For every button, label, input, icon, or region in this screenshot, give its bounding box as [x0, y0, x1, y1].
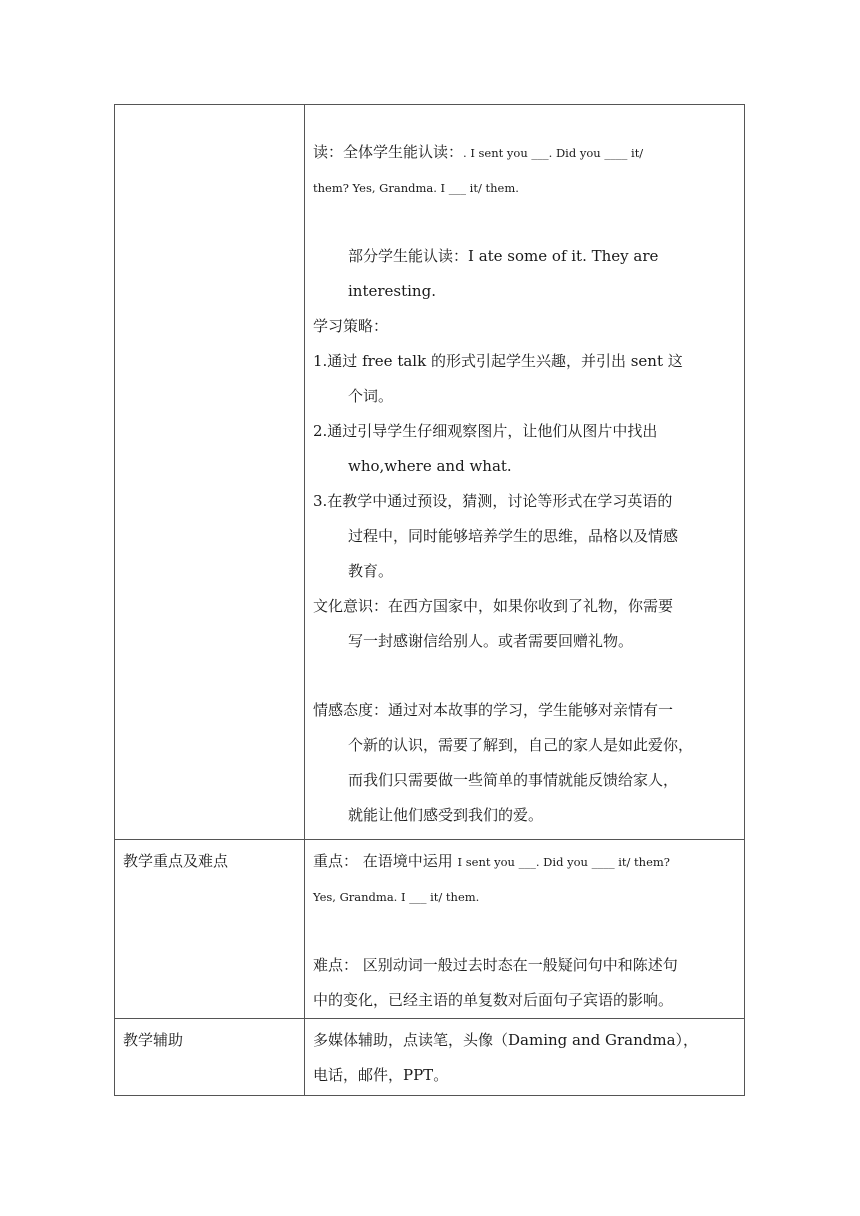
text-line	[313, 798, 738, 833]
row1-content	[305, 105, 744, 839]
line-text: 个新的认识，需要了解到，自己的家人是如此爱你，	[348, 736, 694, 754]
row-content-cell	[305, 105, 745, 840]
text-line	[313, 205, 738, 239]
text-line	[313, 379, 738, 414]
text-line	[313, 274, 738, 309]
line-english-text: them? Yes, Grandma. I ___ it/ them.	[313, 181, 519, 195]
text-line	[313, 589, 738, 624]
text-line	[313, 624, 738, 659]
line-text: 个词。	[348, 387, 394, 405]
line-text: 难点： 区别动词一般过去时态在一般疑问句中和陈述句	[313, 956, 678, 974]
line-text: 文化意识：在西方国家中，如果你收到了礼物，你需要	[313, 597, 674, 615]
text-line	[313, 914, 738, 948]
text-line	[313, 309, 738, 344]
line-text: 写一封感谢信给别人。或者需要回赠礼物。	[348, 632, 634, 650]
text-line	[313, 449, 738, 484]
row-label-cell	[115, 1019, 305, 1096]
line-text: 1.通过 free talk 的形式引起学生兴趣，并引出 sent 这	[313, 352, 683, 370]
row-label-teaching-aids: 教学辅助	[123, 1031, 184, 1049]
line-text: 学习策略：	[313, 317, 389, 335]
text-line	[313, 693, 738, 728]
table-row	[115, 105, 745, 840]
row3-content	[305, 1019, 744, 1095]
line-text: 而我们只需要做一些简单的事情就能反馈给家人，	[348, 771, 679, 789]
text-line	[313, 519, 738, 554]
line-text: 中的变化，已经主语的单复数对后面句子宾语的影响。	[313, 991, 674, 1009]
text-line	[313, 1023, 738, 1058]
line-text: 过程中，同时能够培养学生的思维，品格以及情感	[348, 527, 679, 545]
text-line	[313, 239, 738, 274]
text-line	[313, 948, 738, 983]
row-label-key-points: 教学重点及难点	[123, 852, 229, 870]
line-text: who,where and what.	[348, 457, 512, 475]
line-english-text: . I sent you ___. Did you ____ it/	[463, 146, 644, 160]
row-label-cell	[115, 105, 305, 840]
line-text: 就能让他们感受到我们的爱。	[348, 806, 544, 824]
line-text: 教育。	[348, 562, 394, 580]
row-label	[115, 105, 304, 109]
text-line	[313, 763, 738, 798]
table-row	[115, 840, 745, 1019]
text-line	[313, 344, 738, 379]
row-label-cell	[115, 840, 305, 1019]
text-line	[313, 879, 738, 914]
line-english-text: I sent you ___. Did you ____ it/ them?	[457, 855, 670, 869]
text-line	[313, 135, 738, 170]
row-content-cell	[305, 1019, 745, 1096]
table-row	[115, 1019, 745, 1096]
row-content-cell	[305, 840, 745, 1019]
line-text: 3.在教学中通过预设，猜测，讨论等形式在学习英语的	[313, 492, 673, 510]
text-line	[313, 659, 738, 693]
line-text: 多媒体辅助，点读笔，头像（Daming and Grandma），	[313, 1031, 699, 1049]
text-line	[313, 554, 738, 589]
text-line	[313, 414, 738, 449]
row2-content	[305, 840, 744, 1018]
text-line	[313, 983, 738, 1018]
text-line	[313, 170, 738, 205]
line-text: 2.通过引导学生仔细观察图片，让他们从图片中找出	[313, 422, 658, 440]
line-english-text: Yes, Grandma. I ___ it/ them.	[313, 890, 480, 904]
text-line	[313, 728, 738, 763]
line-text: 情感态度：通过对本故事的学习，学生能够对亲情有一	[313, 701, 674, 719]
text-line	[313, 1058, 738, 1093]
line-text: 部分学生能认读：I ate some of it. They are	[348, 247, 659, 265]
line-text: 电话，邮件，PPT。	[313, 1066, 449, 1084]
line-text: 读：全体学生能认读：	[313, 143, 464, 161]
line-text: 重点： 在语境中运用	[313, 852, 458, 870]
lesson-plan-table	[114, 104, 745, 1096]
text-line	[313, 844, 738, 879]
line-text: interesting.	[348, 282, 436, 300]
text-line	[313, 484, 738, 519]
